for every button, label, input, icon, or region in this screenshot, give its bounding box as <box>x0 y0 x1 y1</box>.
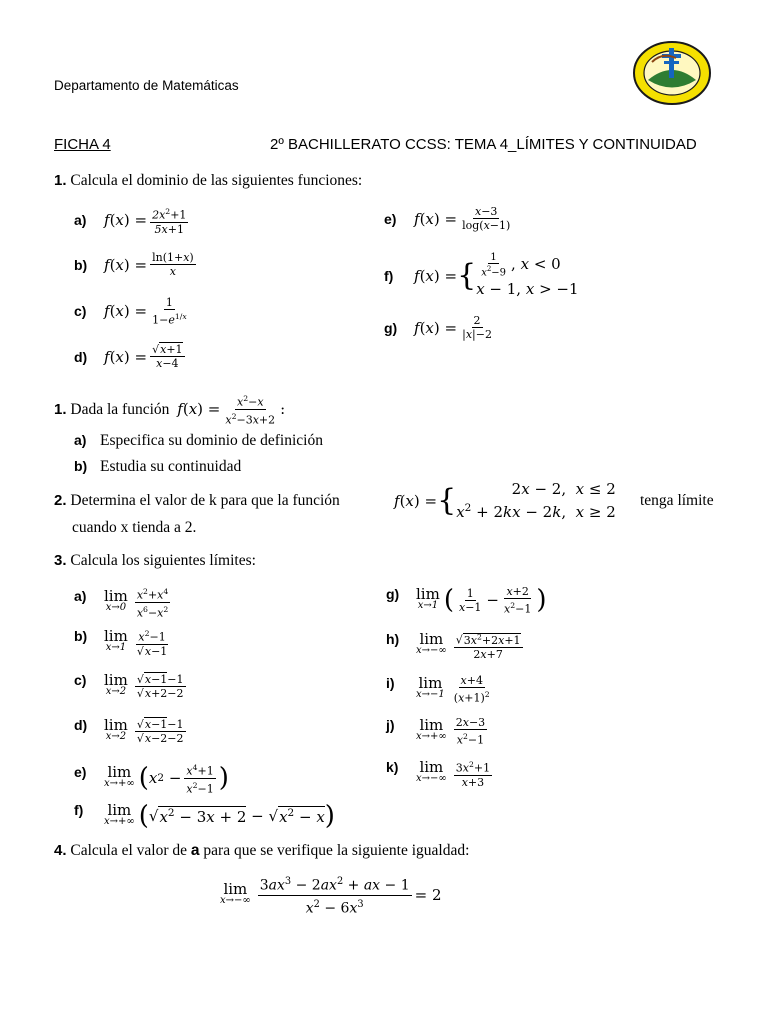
exercise-1a: a) f ( x ) = $\frac{2x^2+1}{5x+1}$ <box>74 207 187 236</box>
item-label: e) <box>384 210 397 227</box>
item-label: f) <box>74 802 84 818</box>
section4-heading <box>54 842 469 860</box>
department-name: Departamento de Matemáticas <box>54 78 239 93</box>
exercise-1g: g) f ( x ) = $\frac{2}{|x|-2}$ <box>384 314 492 341</box>
section1b-heading: 1. Dada la función f ( x ) = $\frac{x^2-x}{x^2-3x+2}$ : <box>54 394 286 427</box>
item-label: j) <box>386 717 395 734</box>
limit-3h: h) lim x→−∞ $\frac{√3x^2+2x+1}{2x+7}$ <box>386 630 521 661</box>
exercise-1f: f) f ( x ) = { $\frac{1}{x^2-9}$ , x < 0 x − 1, x > −1 <box>384 252 579 299</box>
limit-3c: c) lim x→2 $\frac{√x-1-1}{√x+2-2}$ <box>74 671 184 700</box>
school-logo <box>632 40 712 106</box>
section-statement: Dada la función <box>70 401 170 419</box>
course-title: 2º BACHILLERATO CCSS: TEMA 4_LÍMITES Y CONTINUIDAD <box>270 136 697 153</box>
limit-3k: k) lim x→−∞ $\frac{3x^2+1}{x+3}$ <box>386 758 491 789</box>
item-label: f) <box>384 268 394 285</box>
section2-suffix: tenga límite <box>640 492 714 509</box>
section-number: 1. <box>54 401 67 419</box>
item-label: d) <box>74 717 88 733</box>
item-label: a) <box>74 432 87 448</box>
exercise-1d: d) f ( x ) = $\frac{√x+1}{x-4}$ <box>74 343 183 370</box>
item-label: g) <box>386 586 400 603</box>
equation-result: = 2 <box>414 886 442 905</box>
item-label: b) <box>74 458 88 474</box>
variable-a: a <box>190 842 200 859</box>
exercise-1c: c) f ( x ) = $\frac{1}{1-e^{1/x}}$ <box>74 296 187 327</box>
item-text: Estudia su continuidad <box>100 458 242 475</box>
exercise-1e: e) f ( x ) = $\frac{x-3}{\log(x-1)}$ <box>384 205 511 232</box>
ficha-label: FICHA 4 <box>54 136 111 153</box>
section1-heading <box>54 172 362 190</box>
item-label: c) <box>74 672 87 688</box>
section-number: 1. <box>54 172 67 189</box>
limit-3g: g) lim x→1 ( $\frac{1}{x-1}$ − $\frac{x+2}{x^2-1}$ ) <box>386 585 547 616</box>
limit-3j: j) lim x→+∞ $\frac{2x-3}{x^2-1}$ <box>386 716 486 747</box>
item-label: a) <box>74 588 87 605</box>
item-label: i) <box>386 675 395 692</box>
section-statement: Determina el valor de k para que la función <box>70 492 340 509</box>
limit-3d: d) lim x→2 $\frac{√x-1-1}{√x-2-2}$ <box>74 716 184 745</box>
item-label: k) <box>386 759 399 776</box>
section2-heading <box>54 492 340 510</box>
item-label: c) <box>74 303 87 320</box>
section-statement-suffix: para que se verifique la siguiente igualdad: <box>199 842 470 859</box>
limit-3i: i) lim x→−1 $\frac{x+4}{(x+1)^2}$ <box>386 674 490 705</box>
section2-line2: cuando x tienda a 2. <box>72 519 197 536</box>
limit-3f: f) lim x→+∞ ( √ $x^2 - 3x + 2$ − √ $x^2 - x$ ) <box>74 801 335 831</box>
item-text: Especifica su dominio de definición <box>100 432 323 449</box>
item-label: b) <box>74 628 88 645</box>
section-statement: Calcula los siguientes límites: <box>70 552 256 569</box>
section-statement: Calcula el dominio de las siguientes funciones: <box>70 172 363 189</box>
section3-heading <box>54 552 256 570</box>
section1b-item-a <box>74 432 323 450</box>
limit-3e: e) lim x→+∞ ( x 2 − $\frac{x^4+1}{x^2-1}$ ) <box>74 763 229 796</box>
section4-equation: lim x→−∞ $\frac{3ax^3 - 2ax^2 + ax - 1}{x^2 - 6x^3}$ = 2 <box>220 873 442 917</box>
limit-3a: a) lim x→0 $\frac{x^2+x^4}{x^6-x^2}$ <box>74 587 169 620</box>
section-number: 4. <box>54 842 67 859</box>
section-number: 3. <box>54 552 67 569</box>
section-statement: Calcula el valor de <box>70 842 191 859</box>
limit-3b: b) lim x→1 $\frac{x^2-1}{√x-1}$ <box>74 627 168 658</box>
item-label: d) <box>74 348 88 365</box>
item-label: e) <box>74 764 87 781</box>
item-label: a) <box>74 212 87 229</box>
item-label: b) <box>74 256 88 273</box>
section2-function: f ( x ) = { 2x − 2, x ≤ 2 $x^2 + 2kx - 2k$, x ≥ 2 <box>394 480 616 521</box>
section1b-item-b <box>74 458 241 476</box>
exercise-1b: b) f ( x ) = $\frac{\ln(1+x)}{x}$ <box>74 251 194 278</box>
item-label: h) <box>386 631 400 648</box>
section-number: 2. <box>54 492 67 509</box>
item-label: g) <box>384 319 398 336</box>
